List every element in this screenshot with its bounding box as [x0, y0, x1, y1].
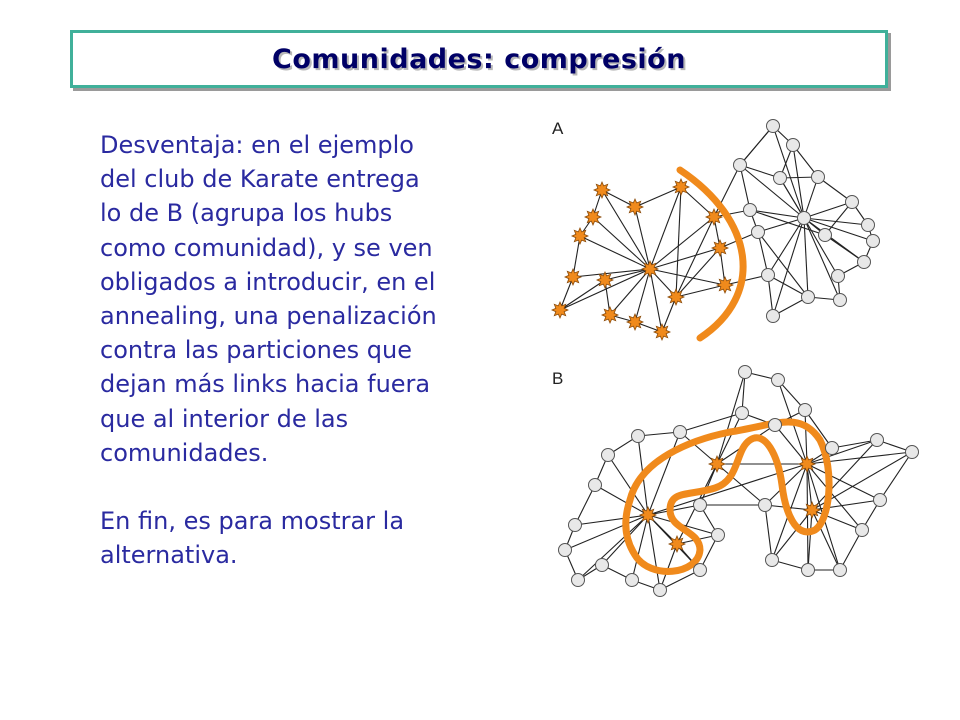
title-box: [70, 30, 888, 88]
panel-label-a: A: [552, 119, 564, 138]
panel-a-circle-node: [787, 139, 800, 152]
panel-b-circle-node: [871, 434, 884, 447]
panel-b-circle-node: [589, 479, 602, 492]
panel-b-circle-node: [712, 529, 725, 542]
panel-b-circle-node: [626, 574, 639, 587]
panel-a-star-node: [717, 277, 733, 293]
body-text: [100, 128, 530, 572]
panel-a-edge: [676, 248, 720, 297]
panel-a-edge: [825, 235, 864, 262]
panel-a-circle-node: [734, 159, 747, 172]
panel-a-star-node: [627, 314, 643, 330]
panel-a-circle-node: [867, 235, 880, 248]
panel-a-edge: [650, 248, 720, 269]
panel-b-edge: [775, 425, 807, 464]
panel-b-circle-node: [674, 426, 687, 439]
panel-a-star-node: [572, 228, 588, 244]
panel-b-circle-node: [694, 499, 707, 512]
network-panel-b: [552, 366, 919, 597]
panel-a-star-node: [673, 179, 689, 195]
panel-a-circle-node: [767, 120, 780, 133]
panel-a-edge: [714, 165, 740, 217]
panel-a-edge: [676, 285, 725, 297]
panel-a-edge: [560, 280, 605, 310]
panel-b-circle-node: [766, 554, 779, 567]
panel-a-edge: [593, 217, 650, 269]
panel-b-circle-node: [769, 419, 782, 432]
panel-b-circle-node: [559, 544, 572, 557]
panel-a-star-node: [706, 209, 722, 225]
text-line: Desventaja: en el ejemplo: [100, 131, 414, 159]
panel-a-star-node: [642, 261, 658, 277]
panel-b-circle-node: [602, 449, 615, 462]
panel-b-circle-node: [739, 366, 752, 379]
panel-a-circle-node: [774, 172, 787, 185]
panel-a-edge: [605, 269, 650, 280]
panel-b-edge: [807, 464, 808, 570]
panel-a-circle-node: [862, 219, 875, 232]
edges-b: [565, 372, 912, 590]
network-panel-a: [552, 119, 880, 340]
text-line: como comunidad), y se ven: [100, 233, 433, 262]
panel-b-circle-node: [654, 584, 667, 597]
panel-b-star-node: [804, 502, 820, 518]
panel-a-circle-node: [802, 291, 815, 304]
panel-a-edge: [650, 269, 725, 285]
paragraph-1: [100, 128, 530, 470]
panel-a-circle-node: [846, 196, 859, 209]
panel-b-circle-node: [906, 446, 919, 459]
text-line: En fin, es para mostrar la: [100, 507, 405, 536]
panel-b-circle-node: [596, 559, 609, 572]
text-line: obligados a introducir, en el: [100, 267, 436, 296]
text-line: lo de B (agrupa los hubs: [100, 199, 393, 228]
panel-b-circle-node: [802, 564, 815, 577]
panel-a-star-node: [654, 324, 670, 340]
panel-a-star-node: [565, 269, 581, 285]
text-line: que al interior de las: [100, 404, 349, 433]
panel-b-circle-node: [736, 407, 749, 420]
panel-b-circle-node: [772, 374, 785, 387]
text-line: alternativa.: [100, 541, 238, 570]
panel-b-circle-node: [694, 564, 707, 577]
panel-b-circle-node: [826, 442, 839, 455]
panel-a-star-node: [594, 182, 610, 198]
panel-b-circle-node: [759, 499, 772, 512]
panel-b-edge: [595, 485, 648, 515]
panel-a-edge: [804, 218, 808, 297]
panel-a-edge: [635, 207, 650, 269]
panel-a-edge: [676, 187, 681, 297]
panel-b-edge: [880, 452, 912, 500]
panel-a-circle-node: [819, 229, 832, 242]
panel-b-circle-node: [834, 564, 847, 577]
panel-b-star-node: [640, 507, 656, 523]
panel-a-circle-node: [834, 294, 847, 307]
panel-b-edge: [808, 510, 812, 570]
panel-a-star-node: [597, 272, 613, 288]
panel-b-edge: [812, 500, 880, 510]
panel-a-star-node: [712, 240, 728, 256]
panel-b-edge: [807, 464, 880, 500]
panel-a-star-node: [668, 289, 684, 305]
panel-b-circle-node: [569, 519, 582, 532]
text-line: del club de Karate entrega: [100, 165, 420, 194]
panel-a-star-node: [602, 307, 618, 323]
panel-a-star-node: [585, 209, 601, 225]
partition-curve-b: [626, 422, 829, 571]
panel-a-circle-node: [752, 226, 765, 239]
text-line: annealing, una penalización: [100, 302, 437, 331]
panel-a-edge: [662, 297, 676, 332]
panel-b-star-node: [669, 536, 685, 552]
slide-title: Comunidades: compresión: [272, 43, 686, 75]
panel-a-edge: [676, 217, 714, 297]
nodes-b: [559, 366, 919, 597]
panel-a-circle-node: [858, 256, 871, 269]
text-line: dejan más links hacia fuera: [100, 370, 431, 399]
panel-a-edge: [573, 269, 650, 277]
panel-b-circle-node: [799, 404, 812, 417]
panel-a-star-node: [552, 302, 568, 318]
panel-b-circle-node: [572, 574, 585, 587]
panel-a-edge: [793, 145, 804, 218]
panel-a-circle-node: [762, 269, 775, 282]
panel-b-edge: [765, 505, 772, 560]
panel-b-circle-node: [874, 494, 887, 507]
panel-label-b: B: [552, 369, 564, 388]
panel-a-circle-node: [798, 212, 811, 225]
panel-a-edge: [804, 218, 838, 276]
panel-b-circle-node: [856, 524, 869, 537]
panel-a-star-node: [627, 199, 643, 215]
text-line: comunidades.: [100, 438, 269, 467]
text-line: contra las particiones que: [100, 336, 412, 365]
panel-a-edge: [740, 126, 773, 165]
network-figure: [540, 110, 940, 600]
nodes-a: [552, 120, 880, 341]
panel-a-circle-node: [812, 171, 825, 184]
panel-b-circle-node: [632, 430, 645, 443]
panel-a-circle-node: [767, 310, 780, 323]
panel-a-circle-node: [832, 270, 845, 283]
panel-a-circle-node: [744, 204, 757, 217]
panel-a-edge: [650, 269, 662, 332]
paragraph-2: [100, 504, 530, 572]
panel-b-star-node: [709, 456, 725, 472]
panel-b-star-node: [799, 456, 815, 472]
